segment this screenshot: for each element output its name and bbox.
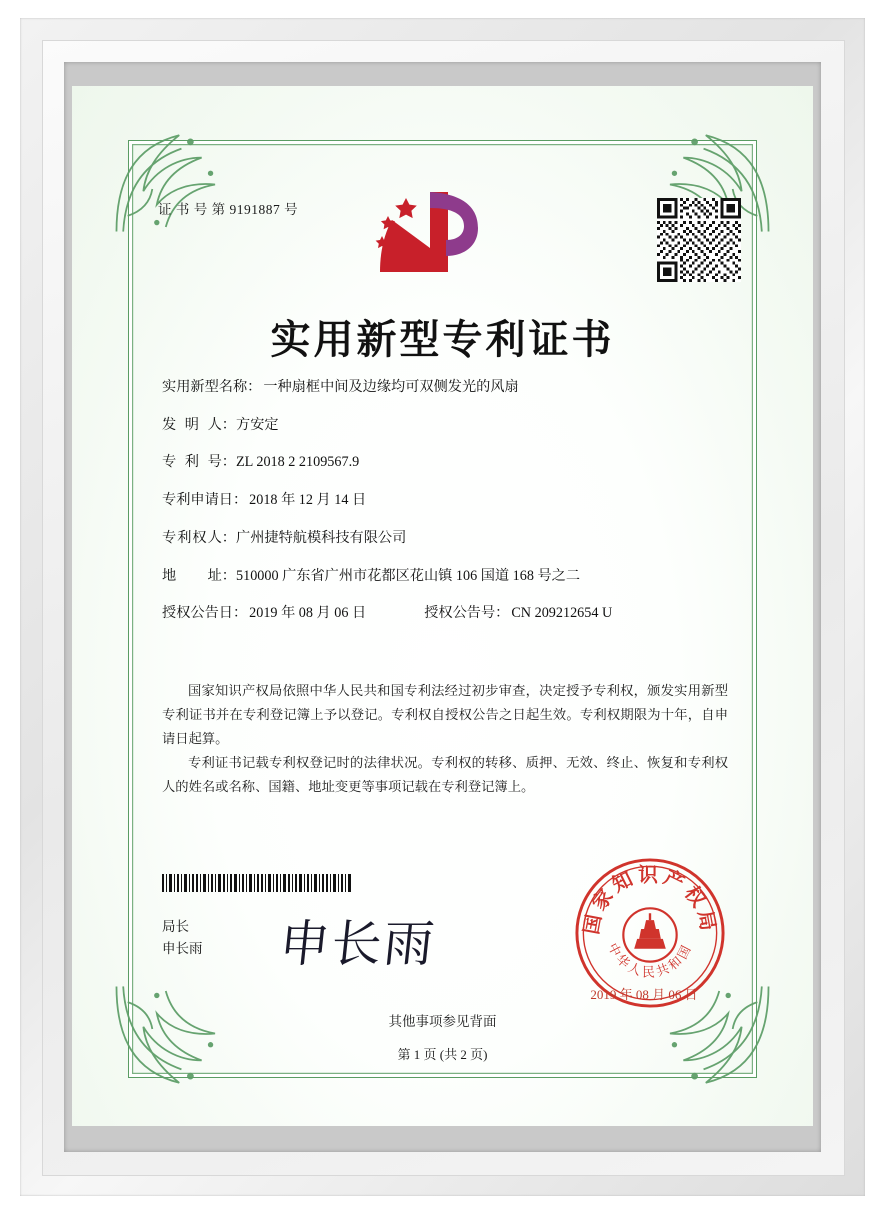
field-patentee xyxy=(162,531,732,545)
field-inventor xyxy=(162,418,732,432)
field-label: 地 址： xyxy=(162,567,236,584)
certificate-fields xyxy=(162,380,732,644)
field-grant-announcement xyxy=(162,606,732,620)
director-name-label: 申长雨 xyxy=(162,941,203,956)
cnipa-logo xyxy=(372,186,502,278)
corner-ornament-icon xyxy=(112,982,224,1094)
certificate-number: 证 书 号 第 9191887 号 xyxy=(158,202,299,217)
field-label: 专利申请日： xyxy=(162,492,248,509)
field-value: 广州捷特航模科技有限公司 xyxy=(236,529,407,546)
qr-code xyxy=(657,198,741,282)
field-patent-number xyxy=(162,455,732,469)
paragraph-1: 国家知识产权局依照中华人民共和国专利法经过初步审查，决定授予专利权，颁发实用新型专利证书并在专利登记簿上予以登记。专利权自授权公告之日起生效。专利权期限为十年，自申请日起算。 xyxy=(162,684,728,747)
certificate-document xyxy=(72,86,813,1126)
page-indicator: 第 1 页 (共 2 页) xyxy=(397,1047,488,1062)
field-value-grant-number: CN 209212654 U xyxy=(511,605,613,622)
field-label: 发 明 人： xyxy=(162,416,236,433)
signature-block xyxy=(162,916,203,960)
field-value-grant-date: 2019 年 08 月 06 日 xyxy=(249,605,367,622)
svg-text:中华人民共和国: 中华人民共和国 xyxy=(604,940,696,981)
field-label-grant-number: 授权公告号： xyxy=(424,605,510,622)
field-value: ZL 2018 2 2109567.9 xyxy=(236,454,360,471)
field-label-grant-date: 授权公告日： xyxy=(162,605,248,622)
field-utility-model-name xyxy=(162,380,732,394)
footnote: 其他事项参见背面 xyxy=(388,1014,497,1029)
field-value: 一种扇框中间及边缘均可双侧发光的风扇 xyxy=(263,379,519,395)
seal-date: 2019 年 08 月 06 日 xyxy=(590,987,698,1002)
field-address xyxy=(162,569,732,583)
director-signature: 申长雨 xyxy=(276,915,439,973)
certificate-body-text xyxy=(162,680,728,800)
field-label: 专 利 权 人： xyxy=(162,529,236,546)
field-label: 实用新型名称： xyxy=(162,379,262,395)
paragraph-2: 专利证书记载专利权登记时的法律状况。专利权的转移、质押、无效、终止、恢复和专利权人的姓名或名称、国籍、地址变更等事项记载在专利登记簿上。 xyxy=(162,756,728,795)
corner-ornament-icon xyxy=(112,124,224,236)
field-application-date xyxy=(162,493,732,507)
field-label: 专 利 号： xyxy=(162,454,236,471)
field-value: 方安定 xyxy=(236,416,279,433)
svg-text:国家知识产权局: 国家知识产权局 xyxy=(578,862,722,937)
certificate-title: 实用新型专利证书 xyxy=(270,316,615,363)
field-value: 2018 年 12 月 14 日 xyxy=(249,492,367,509)
director-role-label: 局长 xyxy=(162,919,189,934)
field-value: 510000 广东省广州市花都区花山镇 106 国道 168 号之二 xyxy=(236,567,581,584)
barcode xyxy=(162,874,352,892)
